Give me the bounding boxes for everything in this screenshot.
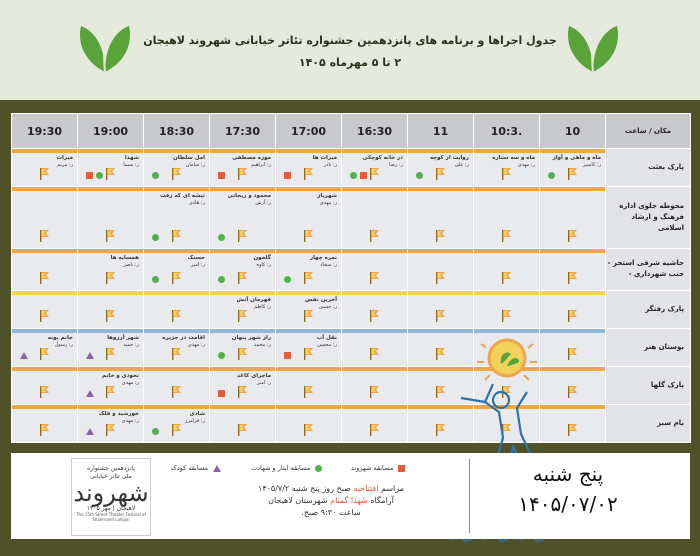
venue-color-bar (276, 249, 341, 253)
schedule-cell (144, 187, 210, 249)
flag-icon (370, 168, 379, 180)
purple-triangle-icon (86, 390, 94, 397)
opening-ceremony-info: مراسم افتتاحیه صبح روز پنج شنبه ۱۴۰۵/۷/۲ آرامگاه شهدا گمنام شهرستان لاهیجان ساعت ۹:۳۰ صبح. (258, 484, 404, 517)
green-circle-icon (152, 276, 159, 283)
flag-icon (238, 348, 247, 360)
leaf-icon (563, 22, 623, 74)
flag-icon (436, 230, 445, 242)
flag-icon (40, 310, 49, 322)
green-circle-icon (416, 172, 423, 179)
schedule-cell (78, 366, 144, 404)
venue-color-bar (276, 291, 341, 295)
event-title: میراث ها (312, 155, 337, 161)
info-panel (11, 453, 690, 539)
event-director: ر: سجاد (320, 261, 337, 268)
venue-color-bar (144, 187, 209, 191)
flag-icon (40, 348, 49, 360)
flag-icon (370, 424, 379, 436)
venue-label: بام سبز (606, 404, 691, 442)
flag-icon (106, 386, 115, 398)
schedule-cell (342, 404, 408, 442)
event-title: جانم پونه (47, 334, 73, 341)
venue-color-bar (342, 187, 407, 191)
schedule-cell (210, 149, 276, 187)
venue-color-bar (78, 329, 143, 333)
schedule-cell (78, 404, 144, 442)
schedule-cell (78, 290, 144, 328)
event-director: ر: علی (454, 162, 469, 168)
time-header: 10 (540, 114, 606, 149)
schedule-cell (144, 328, 210, 366)
event-director: ر: مهدی (121, 379, 139, 386)
header-banner (0, 0, 700, 100)
venue-color-bar (12, 329, 77, 333)
schedule-cell (276, 366, 342, 404)
flag-icon (40, 424, 49, 436)
logo-wordmark: شهروند (73, 479, 149, 507)
event-title: شهر آرزوها (107, 334, 139, 341)
flag-icon (172, 348, 181, 360)
venue-color-bar (276, 329, 341, 333)
schedule-cell (342, 290, 408, 328)
venue-color-bar (144, 249, 209, 253)
event-title: نمره چهار (309, 254, 337, 261)
venue-color-bar (342, 149, 407, 153)
flag-icon (304, 424, 313, 436)
schedule-cell (540, 187, 606, 249)
flag-icon (40, 168, 49, 180)
flag-icon (568, 168, 577, 180)
schedule-cell (342, 248, 408, 290)
green-circle-icon (350, 172, 357, 179)
flag-icon (502, 168, 511, 180)
schedule-cell (342, 366, 408, 404)
event-director: ر: ابراهیم (250, 162, 271, 168)
time-header: 19:30 (12, 114, 78, 149)
event-director: ر: رسول (54, 341, 73, 348)
event-title: راز شهر پنهان (231, 334, 271, 341)
green-circle-icon (548, 172, 555, 179)
event-director: ر: حمید (123, 341, 139, 348)
red-square-icon (360, 172, 367, 179)
schedule-cell (144, 290, 210, 328)
schedule-cell (408, 187, 474, 249)
event-director: ر: مهدی (319, 200, 337, 207)
venue-color-bar (276, 405, 341, 409)
event-title: گلخون (253, 254, 271, 261)
flag-icon (238, 386, 247, 398)
venue-color-bar (144, 367, 209, 371)
venue-color-bar (210, 291, 275, 295)
venue-color-bar (78, 367, 143, 371)
venue-color-bar (210, 329, 275, 333)
red-square-icon (284, 352, 291, 359)
flag-icon (40, 386, 49, 398)
green-circle-icon (218, 234, 225, 241)
venue-label: حاشیه شرقی استخر - جنب شهرداری - (606, 248, 691, 290)
flag-icon (502, 230, 511, 242)
schedule-cell (210, 290, 276, 328)
event-title: ماه و سه ستاره (492, 155, 535, 161)
venue-color-bar (210, 405, 275, 409)
flag-icon (568, 310, 577, 322)
green-circle-icon (152, 234, 159, 241)
schedule-table (11, 113, 690, 443)
flag-icon (238, 424, 247, 436)
time-header: 18:30 (144, 114, 210, 149)
schedule-cell (144, 248, 210, 290)
green-circle-icon (315, 465, 322, 472)
schedule-cell (12, 149, 78, 187)
event-director: ر: کاظم (254, 303, 271, 310)
green-circle-icon (96, 172, 103, 179)
flag-icon (106, 272, 115, 284)
venue-color-bar (342, 405, 407, 409)
venue-color-bar (342, 291, 407, 295)
schedule-cell (408, 149, 474, 187)
event-director: ر: فرامرز (184, 417, 205, 424)
venue-color-bar (12, 291, 77, 295)
purple-triangle-icon (213, 465, 221, 472)
schedule-cell (210, 366, 276, 404)
schedule-cell (12, 187, 78, 249)
red-square-icon (284, 172, 291, 179)
event-director: ر: حسین (318, 303, 337, 310)
venue-color-bar (474, 291, 539, 295)
event-title: ماه و ماهی و آواز (552, 155, 601, 161)
event-title: میراث (56, 155, 73, 161)
venue-color-bar (210, 249, 275, 253)
flag-icon (436, 168, 445, 180)
weekday: پنج شنبه (532, 462, 604, 486)
flag-icon (40, 230, 49, 242)
event-title: محمود و ریحانی (227, 193, 271, 200)
date-value: ۱۴۰۵/۰۷/۰۲ (518, 492, 618, 516)
venue-label: پارک بعثت (606, 149, 691, 187)
event-title: شهرباز (317, 193, 337, 200)
venue-color-bar (12, 149, 77, 153)
venue-color-bar (474, 149, 539, 153)
purple-triangle-icon (20, 352, 28, 359)
legend-item-citizen: مسابقه شهروند (351, 464, 405, 472)
flag-icon (502, 272, 511, 284)
flag-icon (172, 230, 181, 242)
logo-line2: ملی تئاتر خیابانی (90, 473, 132, 480)
red-square-icon (218, 390, 225, 397)
schedule-cell (276, 290, 342, 328)
flag-icon (106, 168, 115, 180)
schedule-cell (144, 366, 210, 404)
venue-color-bar (12, 367, 77, 371)
schedule-cell (342, 149, 408, 187)
venue-color-bar (342, 367, 407, 371)
schedule-cell (78, 328, 144, 366)
flag-icon (568, 424, 577, 436)
event-director: ر: سیما (123, 162, 139, 168)
venue-color-bar (474, 249, 539, 253)
event-director: ر: مهدی (121, 417, 139, 424)
schedule-cell (210, 187, 276, 249)
schedule-cell (276, 328, 342, 366)
venue-color-bar (408, 291, 473, 295)
venue-color-bar (12, 405, 77, 409)
venue-color-bar (12, 187, 77, 191)
venue-color-bar (276, 149, 341, 153)
flag-icon (238, 310, 247, 322)
event-director: ر: مهدی (187, 341, 205, 348)
event-director: ر: آرش (255, 200, 271, 207)
red-square-icon (218, 172, 225, 179)
event-title: تیشه ای که رفت (159, 193, 205, 200)
venue-label: محوطه جلوی اداره فرهنگ و ارشاد اسلامی (606, 187, 691, 249)
venue-label: پارک گلها (606, 366, 691, 404)
logo-line1: پانزدهمین جشنواره (87, 465, 135, 472)
flag-icon (304, 168, 313, 180)
legend (151, 462, 441, 478)
event-director: ر: مریم (57, 162, 73, 168)
venue-color-bar (540, 291, 605, 295)
schedule-cell (276, 187, 342, 249)
event-director: ر: هادی (189, 200, 205, 207)
flag-icon (436, 310, 445, 322)
time-header: 10:3. (474, 114, 540, 149)
flag-icon (370, 310, 379, 322)
logo-english: The 15th Street Theater Festival of Shahrvand Lahijan (76, 512, 146, 522)
venue-color-bar (540, 249, 605, 253)
venue-color-bar (78, 149, 143, 153)
venue-color-bar (210, 187, 275, 191)
venue-color-bar (144, 329, 209, 333)
event-title: همسایه ها (110, 254, 139, 261)
event-director: ر: کاوه (256, 261, 271, 268)
venue-color-bar (210, 149, 275, 153)
flag-icon (238, 168, 247, 180)
schedule-cell (210, 404, 276, 442)
schedule-cell (540, 149, 606, 187)
schedule-cell (276, 248, 342, 290)
venue-color-bar (78, 291, 143, 295)
venue-color-bar (540, 329, 605, 333)
flag-icon (238, 272, 247, 284)
schedule-cell (78, 248, 144, 290)
green-circle-icon (218, 352, 225, 359)
schedule-cell (408, 248, 474, 290)
event-title: در خانه کوچکی (362, 155, 403, 161)
venue-color-bar (474, 329, 539, 333)
venue-color-bar (540, 187, 605, 191)
schedule-cell (78, 149, 144, 187)
time-header: 17:00 (276, 114, 342, 149)
page-subtitle: ۲ تا ۵ مهرماه ۱۴۰۵ (298, 56, 402, 69)
venue-color-bar (144, 405, 209, 409)
event-title: نقل آب (316, 334, 337, 341)
time-header: 16:30 (342, 114, 408, 149)
venue-color-bar (408, 249, 473, 253)
event-director: ر: محسن (317, 341, 337, 348)
venue-color-bar (408, 329, 473, 333)
event-director: ر: رضا (389, 162, 403, 168)
legend-item-kids: مسابقه کودک (171, 464, 221, 472)
corner-header: مکان / ساعت (606, 114, 691, 149)
flag-icon (370, 230, 379, 242)
date-block (451, 459, 685, 533)
flag-icon (172, 272, 181, 284)
venue-color-bar (144, 149, 209, 153)
event-director: ر: محمد (253, 341, 271, 348)
flag-icon (304, 230, 313, 242)
schedule-cell (12, 404, 78, 442)
venue-color-bar (342, 329, 407, 333)
flag-icon (172, 310, 181, 322)
schedule-cell (474, 290, 540, 328)
schedule-cell (144, 149, 210, 187)
venue-color-bar (276, 367, 341, 371)
event-director: ر: امیر (256, 379, 271, 386)
flag-icon (304, 348, 313, 360)
flag-icon (106, 348, 115, 360)
red-square-icon (86, 172, 93, 179)
venue-label: پارک رفتگر (606, 290, 691, 328)
flag-icon (238, 230, 247, 242)
green-circle-icon (152, 428, 159, 435)
purple-triangle-icon (86, 428, 94, 435)
flag-icon (304, 386, 313, 398)
time-header: 11 (408, 114, 474, 149)
flag-icon (106, 424, 115, 436)
flag-icon (502, 310, 511, 322)
schedule-cell (540, 290, 606, 328)
event-director: ر: نادر (323, 162, 337, 168)
schedule-cell (12, 366, 78, 404)
flag-icon (568, 386, 577, 398)
flag-icon (40, 272, 49, 284)
schedule-cell (78, 187, 144, 249)
schedule-cell (12, 328, 78, 366)
event-title: تخودی و خانم (102, 372, 139, 379)
flag-icon (568, 272, 577, 284)
venue-color-bar (210, 367, 275, 371)
time-header: 17:30 (210, 114, 276, 149)
event-director: ر: سامان (185, 162, 205, 168)
venue-color-bar (408, 149, 473, 153)
flag-icon (436, 272, 445, 284)
event-director: ر: مهدی (517, 162, 535, 168)
event-title: حسنک (187, 254, 205, 261)
flag-icon (304, 272, 313, 284)
schedule-cell (144, 404, 210, 442)
purple-triangle-icon (86, 352, 94, 359)
venue-color-bar (78, 249, 143, 253)
festival-logo (71, 458, 151, 536)
schedule-cell (210, 248, 276, 290)
schedule-cell (342, 328, 408, 366)
flag-icon (172, 424, 181, 436)
schedule-cell (12, 290, 78, 328)
page-title: جدول اجراها و برنامه های پانزدهمین جشنواره تئاتر خیابانی شهروند لاهیجان (143, 34, 557, 47)
schedule-cell (276, 404, 342, 442)
event-title: شادی (189, 410, 205, 417)
schedule-cell (210, 328, 276, 366)
venue-color-bar (78, 405, 143, 409)
green-circle-icon (284, 276, 291, 283)
schedule-cell (474, 248, 540, 290)
event-title: موزه مصطفی (232, 155, 271, 161)
logo-subtitle: لاهیجان | مهر ۱۴۰۵ (86, 505, 136, 512)
venue-label: بوستان هنر (606, 328, 691, 366)
schedule-cell (408, 290, 474, 328)
flag-icon (568, 348, 577, 360)
schedule-cell (12, 248, 78, 290)
event-title: آخرین نفس (305, 296, 337, 303)
venue-color-bar (474, 187, 539, 191)
event-title: شهدا (124, 155, 139, 161)
event-title: اقامت در جزیره (162, 334, 205, 341)
event-title: خورشید و قلک (98, 410, 139, 417)
event-title: روایت از کوچه (429, 155, 469, 161)
green-circle-icon (152, 172, 159, 179)
time-header: 19:00 (78, 114, 144, 149)
event-title: قهرمان آتش (236, 296, 271, 303)
schedule-cell (276, 149, 342, 187)
venue-color-bar (144, 291, 209, 295)
red-square-icon (398, 465, 405, 472)
schedule-cell (474, 149, 540, 187)
venue-color-bar (342, 249, 407, 253)
event-director: ر: کامبیز (582, 162, 601, 168)
venue-color-bar (276, 187, 341, 191)
flag-icon (106, 310, 115, 322)
flag-icon (370, 348, 379, 360)
event-title: امل سلطان (173, 155, 205, 161)
event-title: ماجرای کاغذ (237, 372, 271, 379)
green-circle-icon (218, 276, 225, 283)
flag-icon (172, 168, 181, 180)
leaf-icon (75, 22, 135, 74)
venue-color-bar (540, 149, 605, 153)
event-director: ر: امیر (190, 261, 205, 268)
venue-color-bar (78, 187, 143, 191)
flag-icon (568, 230, 577, 242)
flag-icon (370, 386, 379, 398)
event-director: ر: ناصر (123, 261, 139, 268)
venue-color-bar (408, 187, 473, 191)
schedule-cell (474, 187, 540, 249)
flag-icon (172, 386, 181, 398)
flag-icon (304, 310, 313, 322)
schedule-cell (540, 248, 606, 290)
flag-icon (370, 272, 379, 284)
venue-color-bar (12, 249, 77, 253)
flag-icon (106, 230, 115, 242)
legend-item-sacrifice: مسابقه ایثار و شهادت (251, 464, 322, 472)
schedule-cell (342, 187, 408, 249)
